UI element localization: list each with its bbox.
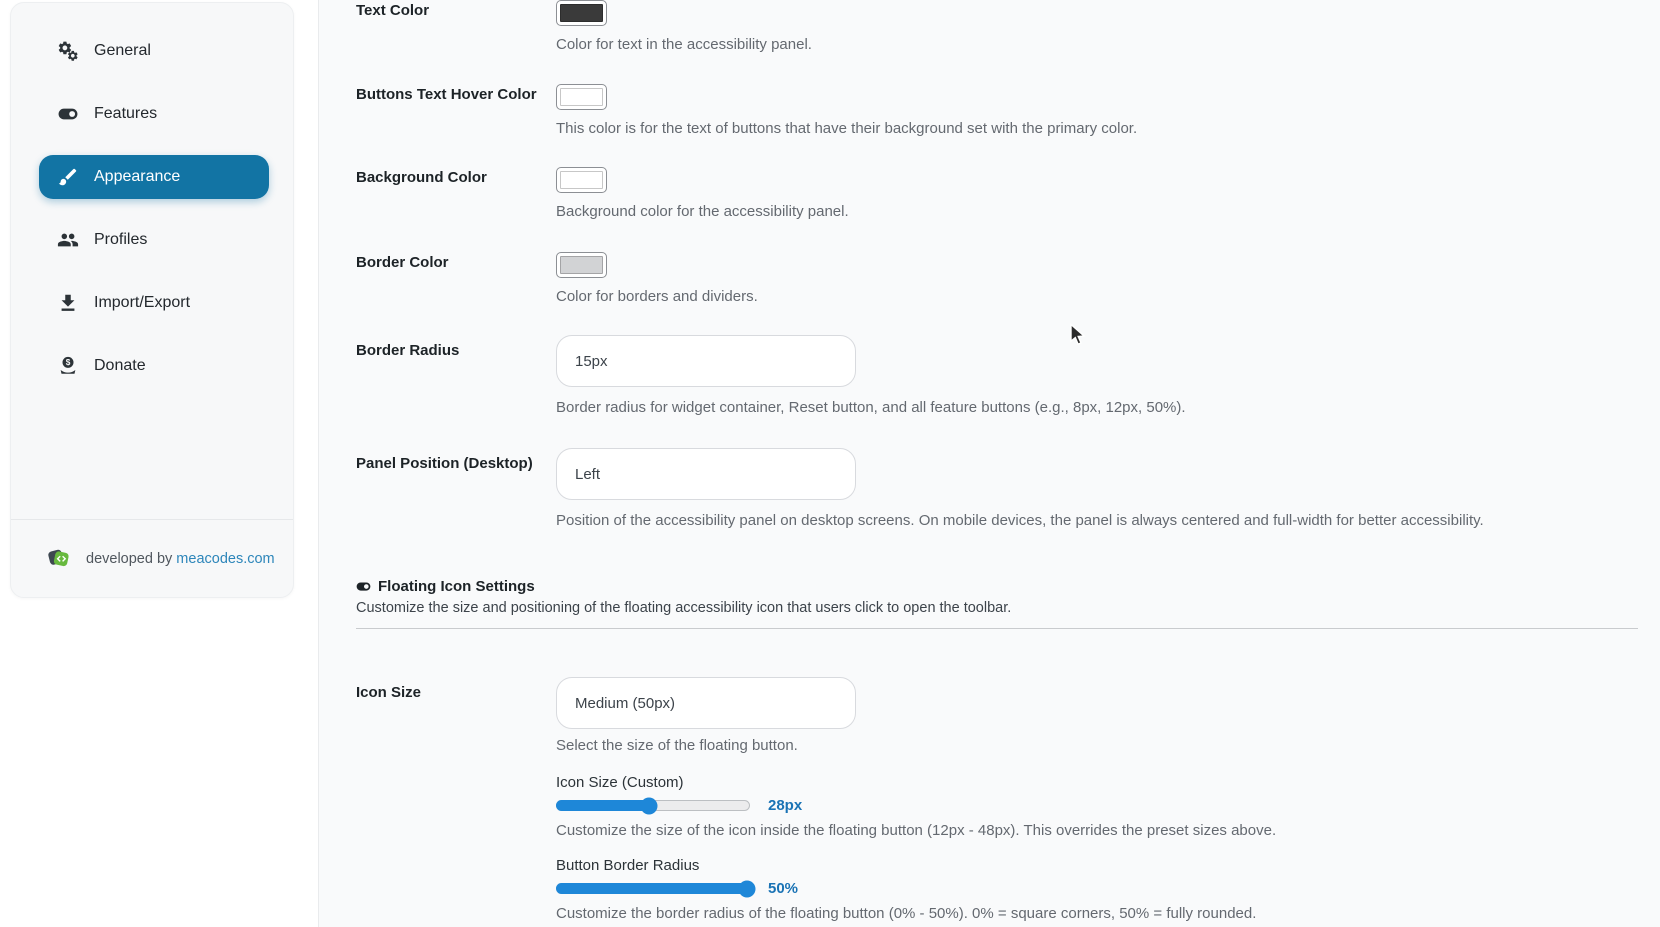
meacodes-link[interactable]: meacodes.com — [176, 550, 275, 567]
button-border-radius-slider-thumb[interactable] — [739, 880, 756, 897]
field-description: Color for borders and dividers. — [556, 288, 758, 305]
border-color-swatch-fill — [560, 256, 603, 274]
field-description: Border radius for widget container, Reset button, and all feature buttons (e.g., 8px, 12px, 50%). — [556, 399, 1186, 416]
field-row-panel-position — [356, 448, 1638, 530]
sidebar-item-features[interactable] — [39, 92, 269, 136]
field-row-background-color — [356, 167, 1638, 221]
users-icon — [57, 229, 79, 251]
section-heading — [356, 578, 1638, 595]
panel-position-select[interactable]: Left — [556, 448, 856, 500]
field-label: Border Radius — [356, 342, 460, 359]
sidebar-item-appearance[interactable] — [39, 155, 269, 199]
field-row-icon-size — [356, 677, 1638, 923]
toggle-icon — [57, 103, 79, 125]
button-border-radius-group — [556, 857, 1638, 923]
field-row-border-radius — [356, 335, 1638, 417]
floating-icon-settings-section — [356, 578, 1638, 629]
field-label: Icon Size — [356, 684, 422, 701]
settings-sidebar — [10, 2, 294, 598]
icon-size-select[interactable]: Medium (50px) — [556, 677, 856, 729]
slider-fill — [556, 883, 746, 894]
field-label: Background Color — [356, 169, 487, 186]
donate-icon — [57, 355, 79, 377]
field-description: Background color for the accessibility panel. — [556, 203, 849, 220]
field-row-text-color — [356, 0, 1638, 54]
icon-size-custom-slider[interactable] — [556, 800, 750, 811]
background-color-swatch[interactable] — [556, 167, 607, 193]
field-description: This color is for the text of buttons that have their background set with the primary color. — [556, 120, 1138, 137]
icon-size-custom-slider-thumb[interactable] — [641, 797, 658, 814]
sidebar-nav — [11, 3, 293, 407]
sidebar-footer — [11, 519, 293, 597]
gears-icon — [57, 40, 79, 62]
field-description: Color for text in the accessibility panel. — [556, 36, 812, 53]
field-label: Panel Position (Desktop) — [356, 455, 533, 472]
field-label: Text Color — [356, 2, 430, 19]
border-color-swatch[interactable] — [556, 252, 607, 278]
background-color-swatch-fill — [560, 171, 603, 189]
slider-label: Button Border Radius — [556, 857, 700, 874]
download-icon — [57, 292, 79, 314]
icon-size-custom-group — [556, 774, 1638, 840]
slider-value: 28px — [768, 797, 803, 814]
field-label: Border Color — [356, 254, 449, 271]
text-color-swatch[interactable] — [556, 0, 607, 26]
section-title: Floating Icon Settings — [378, 578, 535, 595]
sidebar-item-label: Features — [94, 105, 158, 122]
slider-label: Icon Size (Custom) — [556, 774, 684, 791]
sidebar-item-general[interactable] — [39, 29, 269, 73]
field-description: Select the size of the floating button. — [556, 737, 798, 754]
developer-credit: developed by meacodes.com — [86, 550, 275, 567]
paintbrush-icon — [57, 166, 79, 188]
buttons-text-hover-color-swatch[interactable] — [556, 84, 607, 110]
border-radius-input[interactable]: 15px — [556, 335, 856, 387]
svg-text:$: $ — [65, 358, 71, 368]
slider-value: 50% — [768, 880, 799, 897]
text-color-swatch-fill — [560, 4, 603, 22]
sidebar-item-profiles[interactable] — [39, 218, 269, 262]
sidebar-item-label: Import/Export — [94, 294, 191, 311]
sidebar-item-import-export[interactable] — [39, 281, 269, 325]
sidebar-item-label: Donate — [94, 357, 146, 374]
slider-fill — [556, 800, 648, 811]
button-border-radius-slider[interactable] — [556, 883, 750, 894]
sidebar-item-label: General — [94, 42, 151, 59]
slider-description: Customize the size of the icon inside the floating button (12px - 48px). This overrides the preset sizes above. — [556, 822, 1277, 839]
buttons-text-hover-color-swatch-fill — [560, 88, 603, 106]
slider-description: Customize the border radius of the floating button (0% - 50%). 0% = square corners, 50% = fully rounded. — [556, 905, 1257, 922]
meacodes-logo-icon — [45, 545, 72, 572]
toggle-icon — [356, 579, 371, 594]
field-description: Position of the accessibility panel on desktop screens. On mobile devices, the panel is always centered and full-width for better accessibility. — [556, 512, 1484, 529]
section-description: Customize the size and positioning of the floating accessibility icon that users click to open the toolbar. — [356, 600, 1012, 616]
field-label: Buttons Text Hover Color — [356, 86, 537, 103]
field-row-border-color — [356, 252, 1638, 306]
appearance-settings-panel — [356, 0, 1638, 923]
sidebar-item-label: Profiles — [94, 231, 148, 248]
sidebar-item-label: Appearance — [94, 168, 181, 185]
field-row-buttons-text-hover-color — [356, 84, 1638, 138]
sidebar-item-donate[interactable] — [39, 344, 269, 388]
section-divider — [356, 628, 1638, 629]
